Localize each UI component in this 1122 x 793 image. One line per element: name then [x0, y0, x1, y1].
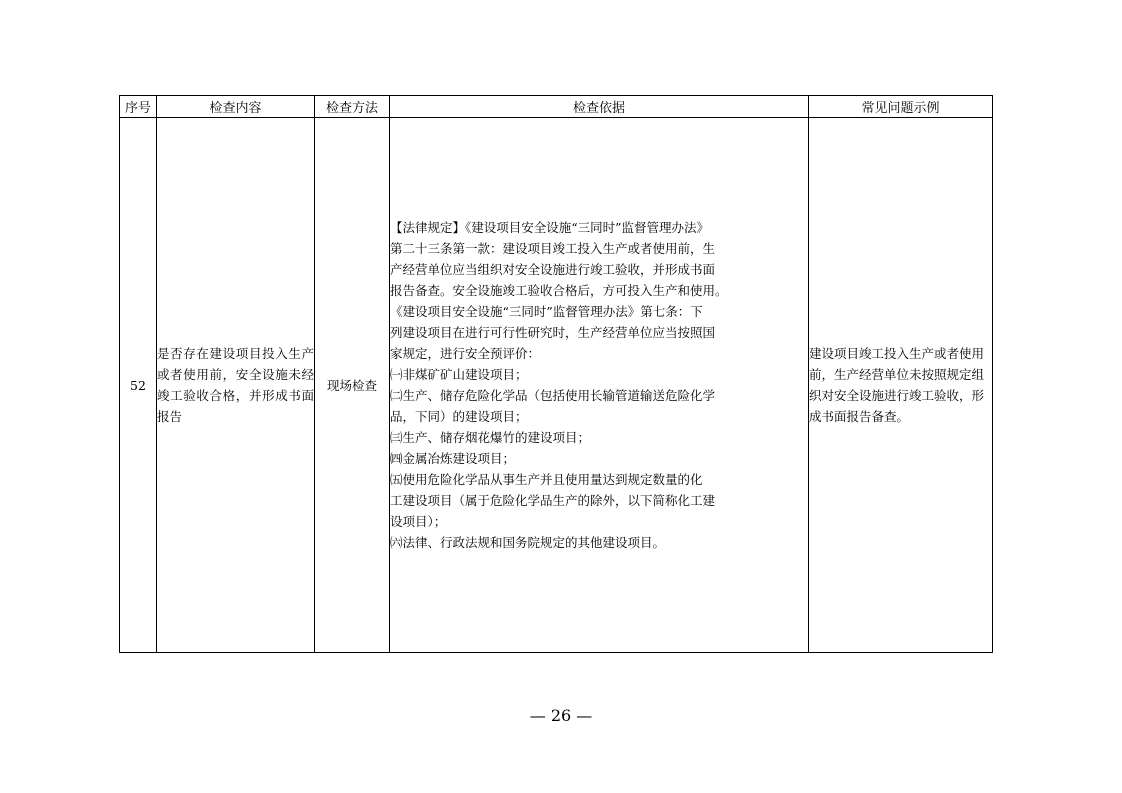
basis-line: ㈣金属冶炼建设项目； [390, 451, 516, 466]
basis-line: 列建设项目在进行可行性研究时，生产经营单位应当按照国 [390, 325, 716, 340]
row-seq: 52 [120, 118, 157, 653]
row-method: 现场检查 [315, 118, 390, 653]
basis-line: 报告备查。安全设施竣工验收合格后，方可投入生产和使用。 [390, 283, 728, 298]
header-seq: 序号 [120, 96, 157, 118]
page-number: — 26 — [529, 706, 593, 725]
header-content: 检查内容 [157, 96, 315, 118]
row-basis [390, 118, 809, 653]
inspection-table [119, 95, 993, 653]
basis-line: 品，下同）的建设项目； [390, 409, 528, 424]
table-row [120, 118, 993, 653]
basis-line: 产经营单位应当组织对安全设施进行竣工验收，并形成书面 [390, 262, 716, 277]
header-basis: 检查依据 [390, 96, 809, 118]
basis-line: 《建设项目安全设施“三同时”监督管理办法》第七条：下 [390, 304, 703, 319]
basis-line: ㈤使用危险化学品从事生产并且使用量达到规定数量的化 [390, 472, 703, 487]
row-content: 是否存在建设项目投入生产或者使用前，安全设施未经竣工验收合格，并形成书面报告 [157, 118, 315, 653]
row-issue: 建设项目竣工投入生产或者使用前，生产经营单位未按照规定组织对安全设施进行竣工验收，形成书面报告备查。 [809, 118, 993, 653]
basis-line: ㈥法律、行政法规和国务院规定的其他建设项目。 [390, 535, 666, 550]
basis-line: 家规定，进行安全预评价： [390, 346, 541, 361]
basis-line: 工建设项目（属于危险化学品生产的除外，以下简称化工建 [390, 493, 716, 508]
basis-line: ㈠非煤矿矿山建设项目； [390, 367, 528, 382]
basis-line: 【法律规定】《建设项目安全设施“三同时”监督管理办法》 [390, 220, 710, 235]
basis-line: ㈡生产、储存危险化学品（包括使用长输管道输送危险化学 [390, 388, 716, 403]
basis-line: ㈢生产、储存烟花爆竹的建设项目； [390, 430, 591, 445]
table-header-row [120, 96, 993, 118]
header-method: 检查方法 [315, 96, 390, 118]
basis-line: 设项目）； [390, 514, 447, 529]
header-issue: 常见问题示例 [809, 96, 993, 118]
basis-line: 第二十三条第一款：建设项目竣工投入生产或者使用前，生 [390, 241, 716, 256]
